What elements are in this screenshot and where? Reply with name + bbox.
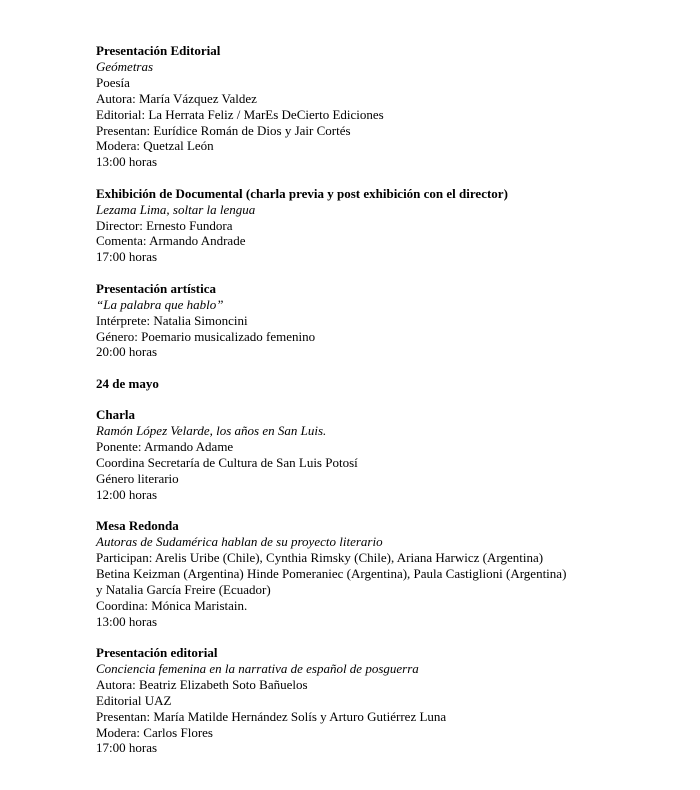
event-time: 12:00 horas [96,486,158,502]
event-heading: Exhibición de Documental (charla previa y post exhibición con el director) [96,185,508,201]
event-time: 17:00 horas [96,249,158,265]
event-title: Conciencia femenina en la narrativa de español de posguerra [96,660,419,676]
event-heading: Presentación Editorial [96,43,221,58]
event-section [96,186,686,266]
event-detail-line: Coordina: Mónica Maristain. [96,597,248,613]
event-section [96,407,686,502]
event-heading: Presentación artística [96,280,216,296]
event-section [96,43,686,170]
event-detail-line: Género: Poemario musicalizado femenino [96,328,316,344]
event-detail-line: Autora: María Vázquez Valdez [96,90,257,106]
document-body [96,43,686,772]
event-time: 13:00 horas [96,613,158,629]
event-detail-line: Intérprete: Natalia Simoncini [96,312,248,328]
event-detail-line: Presentan: María Matilde Hernández Solís y Arturo Gutiérrez Luna [96,708,447,724]
event-detail-line: Participan: Arelis Uribe (Chile), Cynthia Rimsky (Chile), Ariana Harwicz (Argentina) [96,549,544,565]
event-time: 17:00 horas [96,740,158,756]
event-heading: Presentación editorial [96,645,218,660]
event-detail-line: Poesía [96,74,130,90]
event-detail-line: Betina Keizman (Argentina) Hinde Pomeraniec (Argentina), Paula Castiglioni (Argentina) [96,565,567,581]
event-detail-line: Género literario [96,470,179,486]
event-detail-line: Editorial: La Herrata Feliz / MarEs DeCierto Ediciones [96,106,384,122]
event-title: Autoras de Sudamérica hablan de su proyecto literario [96,534,383,550]
event-detail-line: Director: Ernesto Fundora [96,217,233,233]
event-title: Ramón López Velarde, los años en San Luis. [96,423,327,439]
event-detail-line: Modera: Quetzal León [96,138,214,154]
event-detail-line: Ponente: Armando Adame [96,439,234,455]
event-detail-line: y Natalia García Freire (Ecuador) [96,581,271,597]
event-section [96,281,686,361]
event-detail-line: Coordina Secretaría de Cultura de San Luis Potosí [96,454,358,470]
event-detail-line: Presentan: Eurídice Román de Dios y Jair Cortés [96,122,351,138]
event-detail-line: Modera: Carlos Flores [96,724,213,740]
event-title: Geómetras [96,58,154,74]
event-section [96,645,686,756]
event-time: 20:00 horas [96,344,158,360]
event-section [96,518,686,629]
event-heading: Charla [96,407,135,423]
event-title: “La palabra que hablo” [96,296,224,312]
date-heading: 24 de mayo [96,375,159,391]
event-heading: Mesa Redonda [96,518,179,534]
event-detail-line: Editorial UAZ [96,692,172,708]
event-detail-line: Comenta: Armando Andrade [96,233,246,249]
event-title: Lezama Lima, soltar la lengua [96,201,256,217]
event-detail-line: Autora: Beatriz Elizabeth Soto Bañuelos [96,676,308,692]
event-time: 13:00 horas [96,154,158,170]
